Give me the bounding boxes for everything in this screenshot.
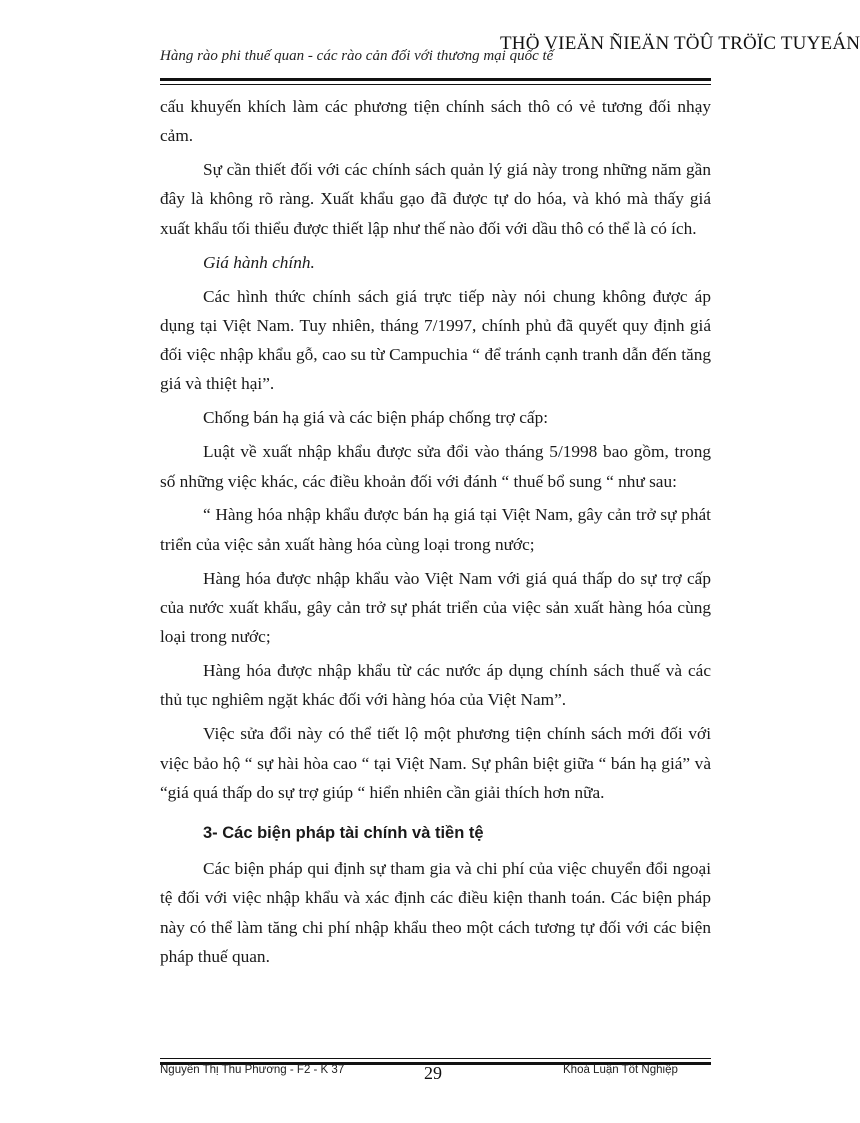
paragraph: Các biện pháp qui định sự tham gia và chi phí của việc chuyển đổi ngoại tệ đối với việc nhập khẩu và xác định các điều kiện thanh toán. Các biện pháp này có thể làm tăng chi phí nhập khẩu theo một cách tương tự đối với các biện pháp thuế quan. — [160, 859, 711, 967]
paragraph: Hàng hóa được nhập khẩu vào Việt Nam với giá quá thấp do sự trợ cấp của nước xuất khẩu, gây cản trở sự phát triển của việc sản xuất hàng hóa cùng loại trong nước; — [160, 568, 711, 647]
paragraph: cấu khuyến khích làm các phương tiện chính sách thô có vẻ tương đối nhạy cảm. — [160, 97, 711, 146]
footer-rule-thin — [160, 1058, 711, 1059]
paragraph: “ Hàng hóa nhập khẩu được bán hạ giá tại Việt Nam, gây cản trở sự phát triển của việc sản xuất hàng hóa cùng loại trong nước; — [160, 505, 711, 554]
paragraph: Việc sửa đổi này có thể tiết lộ một phương tiện chính sách mới đối với việc bảo hộ “ sự hài hòa cao “ tại Việt Nam. Sự phân biệt giữa “ bán hạ giá” và “giá quá thấp do sự trợ giúp “ hiển nhiên cần giải thích hơn nữa. — [160, 724, 711, 802]
paragraph: Các hình thức chính sách giá trực tiếp này nói chung không được áp dụng tại Việt Nam. Tuy nhiên, tháng 7/1997, chính phủ đã quyết quy định giá đối việc nhập khẩu gỗ, cao su từ Campuchia “ để tránh cạnh tranh dẫn đến tăng giá và thiệt hại”. — [160, 286, 711, 394]
body-text — [160, 92, 711, 976]
header-watermark: THÖ VIEÄN ÑIEÄN TÖÛ TRÖÏC TUYEÁN — [500, 33, 860, 54]
header-title: Hàng rào phi thuế quan - các rào cản đối với thương mại quốc tế — [160, 48, 554, 64]
footer-doc-type: Khoá Luận Tốt Nghiệp — [563, 1064, 678, 1076]
paragraph: Hàng hóa được nhập khẩu từ các nước áp dụng chính sách thuế và các thủ tục nghiêm ngặt khác đối với hàng hóa của Việt Nam”. — [160, 661, 711, 710]
paragraph: Sự cần thiết đối với các chính sách quản lý giá này trong những năm gần đây là không rõ ràng. Xuất khẩu gạo đã được tự do hóa, và khó mà thấy giá xuất khẩu tối thiểu được thiết lập như thế nào đối với dầu thô có thể là có ích. — [160, 160, 711, 238]
header-rule-thick — [160, 78, 711, 81]
subheading-italic: Giá hành chính. — [203, 252, 315, 272]
paragraph: Luật về xuất nhập khẩu được sửa đổi vào tháng 5/1998 bao gồm, trong số những việc khác, các điều khoản đối với đánh “ thuế bổ sung “ như sau: — [160, 442, 711, 491]
page-number: 29 — [424, 1063, 442, 1083]
section-heading: 3- Các biện pháp tài chính và tiền tệ — [203, 824, 484, 843]
paragraph: Chống bán hạ giá và các biện pháp chống trợ cấp: — [203, 408, 549, 428]
header-rule-thin — [160, 84, 711, 85]
footer-author: Nguyễn Thị Thu Phương - F2 - K 37 — [160, 1064, 345, 1076]
